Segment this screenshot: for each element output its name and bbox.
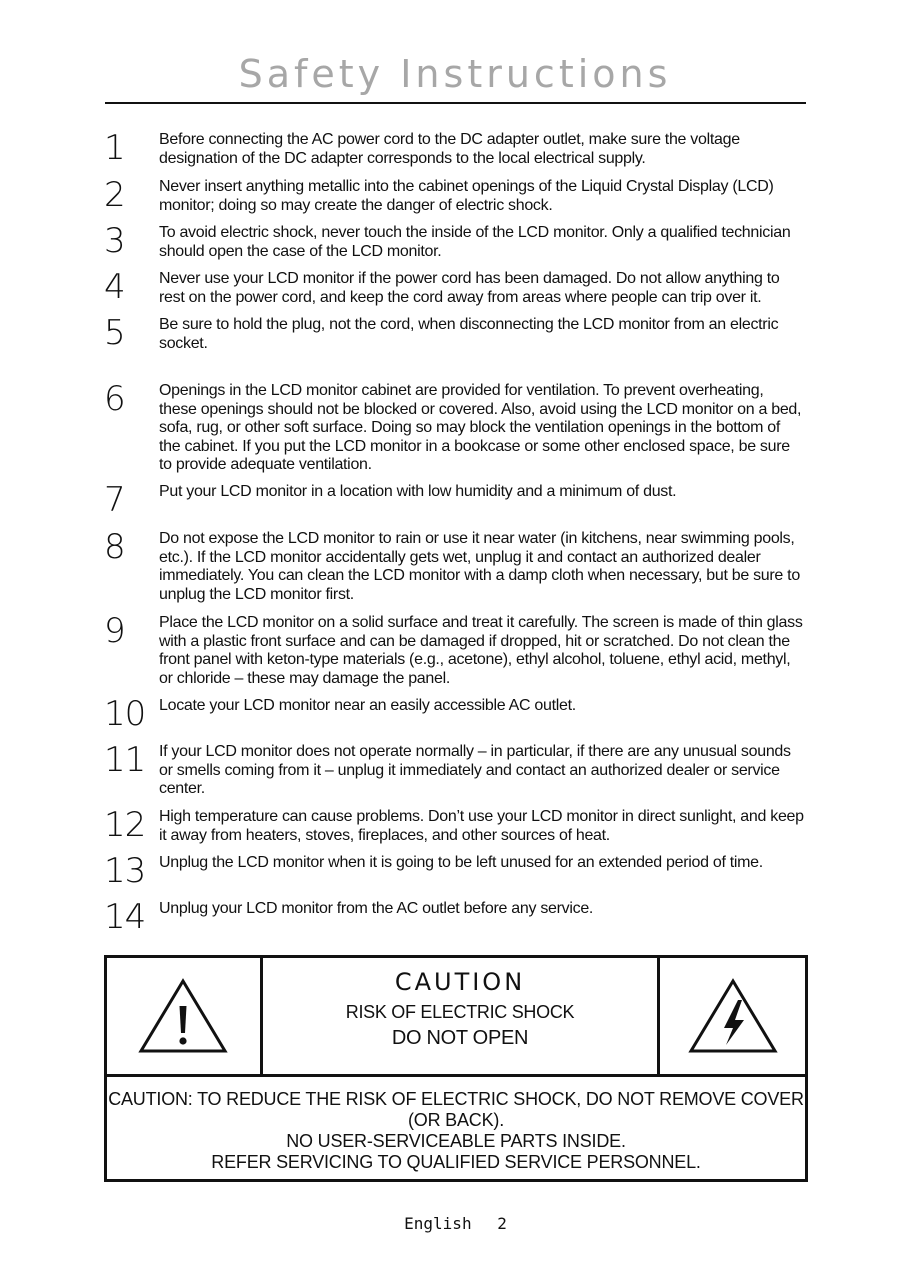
instruction-number: 2 (104, 175, 125, 215)
instruction-number: 13 (104, 851, 146, 891)
caution-notice-line: (OR BACK). (407, 1110, 504, 1130)
instruction-number: 14 (104, 897, 146, 937)
instruction-text: Unplug your LCD monitor from the AC outlet before any service. (159, 900, 594, 917)
instruction-text: Never insert anything metallic into the cabinet openings of the Liquid Crystal Display (LCD) monitor; doing so may create the danger of electric shock. (159, 178, 774, 214)
instruction-text: Do not expose the LCD monitor to rain or use it near water (in kitchens, near swimming pools, etc.). If the LCD monitor accidentally gets wet, unplug it and contact an authorized dealer immediately. You can clean the LCD monitor with a damp cloth when necessary, but be sure to unplug the LCD monitor first. (159, 530, 800, 603)
instruction-number: 5 (104, 313, 125, 353)
caution-heading: CAUTION (394, 968, 526, 996)
instruction-number: 12 (104, 805, 146, 845)
title-divider (105, 102, 806, 104)
instruction-text: Put your LCD monitor in a location with low humidity and a minimum of dust. (159, 483, 677, 500)
instruction-number: 1 (104, 128, 125, 168)
caution-header-row (107, 958, 805, 1077)
footer-language: English (404, 1214, 472, 1233)
instruction-text: Unplug the LCD monitor when it is going to be left unused for an extended period of time. (159, 854, 763, 871)
lightning-triangle-icon (688, 978, 778, 1054)
instruction-text: Never use your LCD monitor if the power cord has been damaged. Do not allow anything to rest on the power cord, and keep the cord away from areas where people can trip over it. (159, 270, 780, 306)
instruction-number: 10 (104, 694, 146, 734)
instruction-number: 4 (104, 267, 125, 307)
page-title: Safety Instructions (238, 52, 672, 96)
instruction-number: 3 (104, 221, 125, 261)
caution-right-cell (657, 958, 805, 1074)
instruction-text: Before connecting the AC power cord to the DC adapter outlet, make sure the voltage designation of the DC adapter corresponds to the local electrical supply. (159, 131, 740, 167)
caution-risk-text: RISK OF ELECTRIC SHOCK (345, 1002, 575, 1022)
caution-notice-line: REFER SERVICING TO QUALIFIED SERVICE PERSONNEL. (211, 1152, 701, 1172)
instruction-text: Place the LCD monitor on a solid surface and treat it carefully. The screen is made of thin glass with a plastic front surface and can be damaged if dropped, hit or scratched. Do not clean the front panel with keton-type materials (e.g., acetone), ethyl alcohol, toluene, ethyl acid, methyl, or chloride – these may damage the panel. (159, 614, 803, 687)
caution-box (104, 955, 808, 1182)
instruction-number: 11 (104, 740, 146, 780)
caution-notice-line: CAUTION: TO REDUCE THE RISK OF ELECTRIC SHOCK, DO NOT REMOVE COVER (108, 1089, 804, 1109)
footer-page-number: 2 (497, 1214, 507, 1233)
instruction-text: Locate your LCD monitor near an easily accessible AC outlet. (159, 697, 576, 714)
instruction-number: 8 (104, 527, 125, 567)
caution-notice-line: NO USER-SERVICEABLE PARTS INSIDE. (286, 1131, 626, 1151)
exclamation-triangle-icon (138, 978, 228, 1054)
caution-notice (107, 1077, 805, 1179)
instruction-number: 9 (104, 611, 125, 651)
caution-do-not-open-text: DO NOT OPEN (391, 1027, 529, 1049)
instruction-text: Be sure to hold the plug, not the cord, when disconnecting the LCD monitor from an electric socket. (159, 316, 779, 352)
caution-text-cell (263, 958, 657, 1074)
instruction-number: 6 (104, 379, 125, 419)
instruction-text: Openings in the LCD monitor cabinet are provided for ventilation. To prevent overheating, these openings should not be blocked or covered. Also, avoid using the LCD monitor on a bed, sofa, rug, or other soft surface. Doing so may block the ventilation openings in the bottom of the cabinet. If you put the LCD monitor in a bookcase or some other enclosed space, be sure to provide adequate ventilation. (159, 382, 802, 473)
instruction-text: High temperature can cause problems. Don’t use your LCD monitor in direct sunlight, and keep it away from heaters, stoves, fireplaces, and other sources of heat. (159, 808, 804, 844)
instruction-text: If your LCD monitor does not operate normally – in particular, if there are any unusual sounds or smells coming from it – unplug it immediately and contact an authorized dealer or service center. (159, 743, 791, 797)
instruction-number: 7 (104, 480, 125, 520)
page-footer (0, 1214, 911, 1233)
instruction-text: To avoid electric shock, never touch the inside of the LCD monitor. Only a qualified technician should open the case of the LCD monitor. (159, 224, 791, 260)
caution-left-cell (107, 958, 263, 1074)
